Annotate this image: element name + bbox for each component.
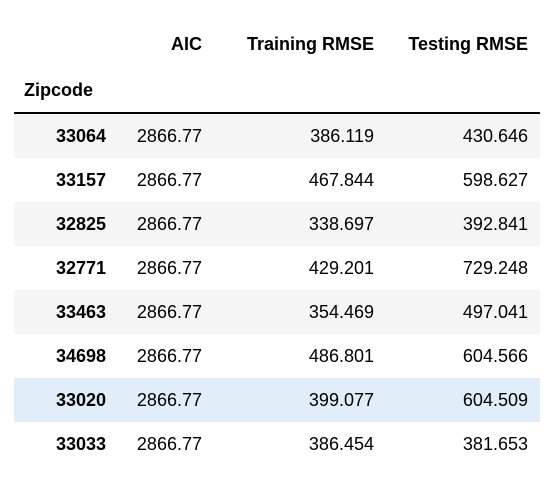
column-header-aic: AIC — [171, 33, 202, 54]
cell-testing-rmse: 497.041 — [462, 301, 528, 322]
table-row — [14, 202, 540, 246]
table-row-hovered — [14, 378, 540, 422]
cell-training-rmse: 467.844 — [308, 169, 374, 190]
cell-testing-rmse: 729.248 — [462, 257, 528, 278]
index-name-zipcode: Zipcode — [24, 79, 94, 100]
cell-testing-rmse: 430.646 — [462, 125, 528, 146]
cell-testing-rmse: 604.509 — [462, 389, 528, 410]
table-row — [14, 334, 540, 378]
cell-aic: 2866.77 — [136, 213, 202, 234]
row-index-zipcode: 33064 — [55, 125, 106, 146]
row-index-zipcode: 33463 — [55, 301, 106, 322]
table-row — [14, 290, 540, 334]
cell-aic: 2866.77 — [136, 433, 202, 454]
row-index-zipcode: 32771 — [55, 257, 106, 278]
empty-header-cell — [386, 66, 540, 113]
row-index-zipcode: 32825 — [55, 213, 106, 234]
empty-header-cell — [118, 66, 214, 113]
row-index-zipcode: 33033 — [55, 433, 106, 454]
cell-testing-rmse: 392.841 — [462, 213, 528, 234]
cell-training-rmse: 354.469 — [308, 301, 374, 322]
blank-corner-cell — [14, 22, 118, 66]
column-header-row — [14, 22, 540, 66]
column-header-training-rmse: Training RMSE — [246, 33, 374, 54]
cell-aic: 2866.77 — [136, 389, 202, 410]
cell-training-rmse: 386.454 — [308, 433, 374, 454]
row-index-zipcode: 33020 — [55, 389, 106, 410]
cell-aic: 2866.77 — [136, 257, 202, 278]
dataframe-output — [14, 22, 540, 466]
cell-training-rmse: 338.697 — [308, 213, 374, 234]
cell-training-rmse: 486.801 — [308, 345, 374, 366]
table-row — [14, 246, 540, 290]
cell-aic: 2866.77 — [136, 125, 202, 146]
row-index-zipcode: 33157 — [55, 169, 106, 190]
cell-aic: 2866.77 — [136, 169, 202, 190]
cell-training-rmse: 386.119 — [310, 125, 374, 146]
table-row — [14, 158, 540, 202]
cell-testing-rmse: 604.566 — [462, 345, 528, 366]
dataframe-table — [14, 22, 540, 466]
cell-testing-rmse: 381.653 — [462, 433, 528, 454]
empty-header-cell — [214, 66, 386, 113]
table-header — [14, 22, 540, 113]
column-header-testing-rmse: Testing RMSE — [408, 33, 528, 54]
table-row — [14, 422, 540, 466]
table-body — [14, 113, 540, 466]
table-row — [14, 113, 540, 158]
cell-training-rmse: 429.201 — [308, 257, 374, 278]
index-name-row — [14, 66, 540, 113]
cell-aic: 2866.77 — [136, 345, 202, 366]
cell-training-rmse: 399.077 — [308, 389, 374, 410]
cell-aic: 2866.77 — [136, 301, 202, 322]
row-index-zipcode: 34698 — [55, 345, 106, 366]
cell-testing-rmse: 598.627 — [462, 169, 528, 190]
